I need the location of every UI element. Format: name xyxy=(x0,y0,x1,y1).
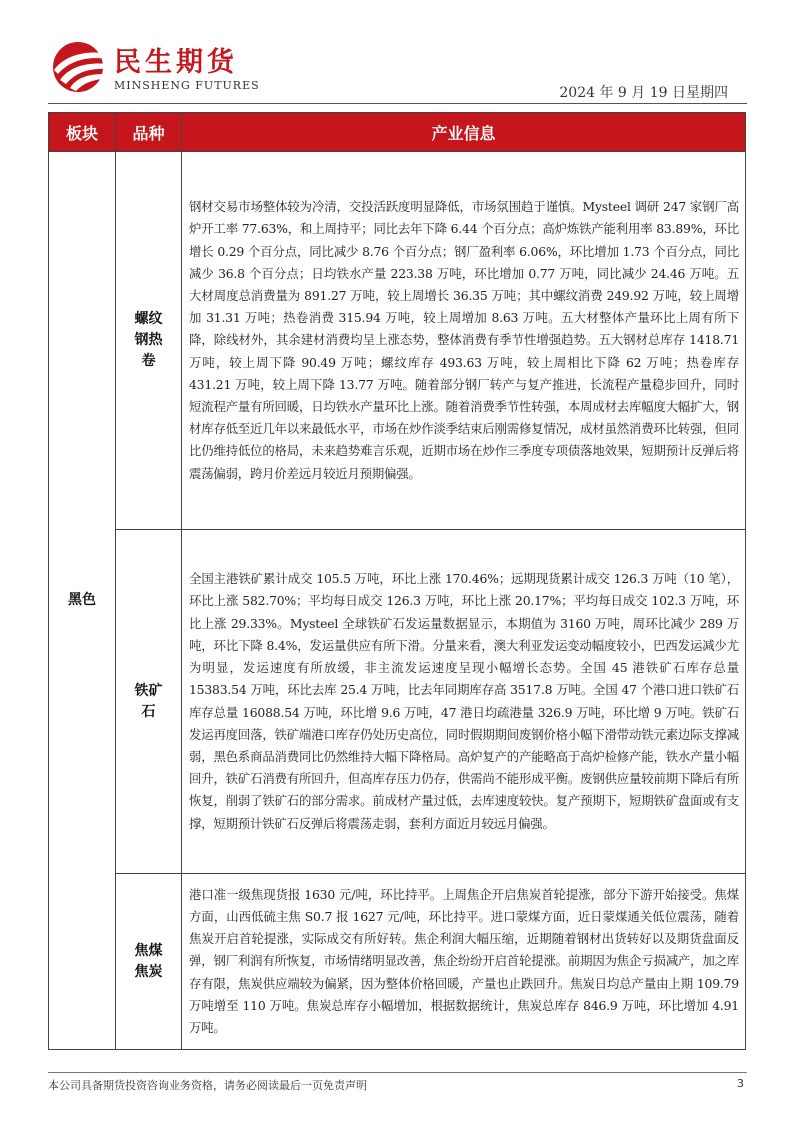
column-header-sector: 板块 xyxy=(49,113,116,152)
header-divider xyxy=(48,103,747,104)
variety-cell xyxy=(116,530,182,874)
table-header-row xyxy=(49,113,746,152)
sector-cell xyxy=(49,152,116,1050)
table-row xyxy=(49,152,746,530)
column-header-variety: 品种 xyxy=(116,113,182,152)
minsheng-logo-icon xyxy=(48,40,112,94)
brand-name-cn: 民生期货 xyxy=(114,47,238,78)
table-row xyxy=(49,874,746,1050)
column-header-industry-info: 产业信息 xyxy=(182,113,746,152)
report-date: 2024 年 9 月 19 日星期四 xyxy=(559,85,728,101)
footer-divider xyxy=(48,1072,747,1073)
industry-info-cell xyxy=(182,530,746,874)
table-row xyxy=(49,530,746,874)
variety-label: 焦煤焦炭 xyxy=(134,942,163,980)
variety-label: 螺纹钢热卷 xyxy=(134,311,163,369)
variety-cell xyxy=(116,152,182,530)
page-header xyxy=(48,36,748,102)
industry-info-text: 全国主港铁矿累计成交 105.5 万吨，环比上涨 170.46%；远期现货累计成交 126.3 万吨（10 笔），环比上涨 582.70%；平均每日成交 126.3 万吨，环比上涨 20.17%；平均每日成交 102.3 万吨，环比上涨 29.33%。Mysteel 全球铁矿石发运量数据显示，本期值为 3160 万吨，周环比减少 289 万吨，环比下降 8.4%，发运量供应有所下滑。分量来看，澳大利亚发运变动幅度较小，巴西发运减少尤为明显，发运速度有所放缓，非主流发运速度呈现小幅增长态势。全国 45 港铁矿石库存总量 15383.54 万吨，环比去库 25.4 万吨，比去年同期库存高 3517.8 万吨。全国 47 个港口进口铁矿石库存总量 16088.54 万吨，环比增 9.6 万吨，47 港日均疏港量 326.9 万吨，环比增 9 万吨。铁矿石发运再度回落，铁矿端港口库存仍处历史高位，同时假期期间废钢价格小幅下滑带动铁元素边际支撑减弱，黑色系商品消费同比仍然维持大幅下降格局。高炉复产的产能略高于高炉检修产能，铁水产量小幅回升，铁矿石消费有所回升，但高库存压力仍存，供需尚不能形成平衡。废钢供应量较前期下降后有所恢复，削弱了铁矿石的部分需求。前成材产量过低，去库速度较快。复产预期下，短期铁矿盘面或有支撑，短期预计铁矿石反弹后将震荡走弱，套利方面近月较远月偏强。 xyxy=(189,571,739,831)
brand-name-en: MINSHENG FUTURES xyxy=(114,79,260,92)
industry-info-cell xyxy=(182,152,746,530)
disclaimer-note: 本公司具备期货投资咨询业务资格，请务必阅读最后一页免责声明 xyxy=(48,1079,367,1092)
variety-cell xyxy=(116,874,182,1050)
industry-info-cell xyxy=(182,874,746,1050)
variety-label: 铁矿石 xyxy=(134,682,163,720)
industry-info-text: 钢材交易市场整体较为冷清，交投活跃度明显降低，市场氛围趋于谨慎。Mysteel 调研 247 家钢厂高炉开工率 77.63%，和上周持平；同比去年下降 6.44 个百分点；高炉炼铁产能利用率 83.89%，环比增长 0.29 个百分点，同比减少 8.76 个百分点；钢厂盈利率 6.06%，环比增加 1.73 个百分点，同比减少 36.8 个百分点；日均铁水产量 223.38 万吨，环比增加 0.77 万吨，同比减少 24.46 万吨。五大材周度总消费量为 891.27 万吨，较上周增长 36.35 万吨；其中螺纹消费 249.92 万吨，较上周增加 31.31 万吨；热卷消费 315.94 万吨，较上周增加 8.63 万吨。五大材整体产量环比上周有所下降，除线材外，其余建材消费均呈上涨态势，整体消费有季节性增强趋势。五大钢材总库存 1418.71 万吨，较上周下降 90.49 万吨；螺纹库存 493.63 万吨，较上周相比下降 62 万吨；热卷库存 431.21 万吨，较上周下降 13.77 万吨。随着部分钢厂转产与复产推进，长流程产量稳步回升，同时短流程产量有所回暖，日均铁水产量环比上涨。随着消费季节性转强，本周成材去库幅度大幅扩大，钢材库存低至近几年以来最低水平，市场在炒作淡季结束后刚需修复情况，成材虽然消费环比转强，但同比仍维持低位的格局，未来趋势难言乐观，近期市场在炒作三季度专项债落地效果，短期预计反弹后将震荡偏弱，跨月价差远月较近月预期偏强。 xyxy=(189,199,739,481)
page-number: 3 xyxy=(737,1077,744,1090)
industry-info-table xyxy=(48,112,746,1050)
industry-info-text: 港口准一级焦现货报 1630 元/吨，环比持平。上周焦企开启焦炭首轮提涨，部分下游开始接受。焦煤方面，山西低硫主焦 S0.7 报 1627 元/吨，环比持平。进口蒙煤方面，近日蒙煤通关低位震荡，随着焦炭开启首轮提涨，实际成交有所好转。焦企利润大幅压缩，近期随着钢材出货转好以及期货盘面反弹，钢厂利润有所恢复，市场情绪明显改善，焦企纷纷开启首轮提涨。前期因为焦企亏损减产，加之库存有限，焦炭供应端较为偏紧，因为整体价格回暖，产量也止跌回升。焦炭日均总产量由上期 109.79 万吨增至 110 万吨。焦炭总库存小幅增加，根据数据统计，焦炭总库存 846.9 万吨，环比增加 4.91 万吨。 xyxy=(189,886,739,1035)
sector-label: 黑色 xyxy=(68,592,96,608)
